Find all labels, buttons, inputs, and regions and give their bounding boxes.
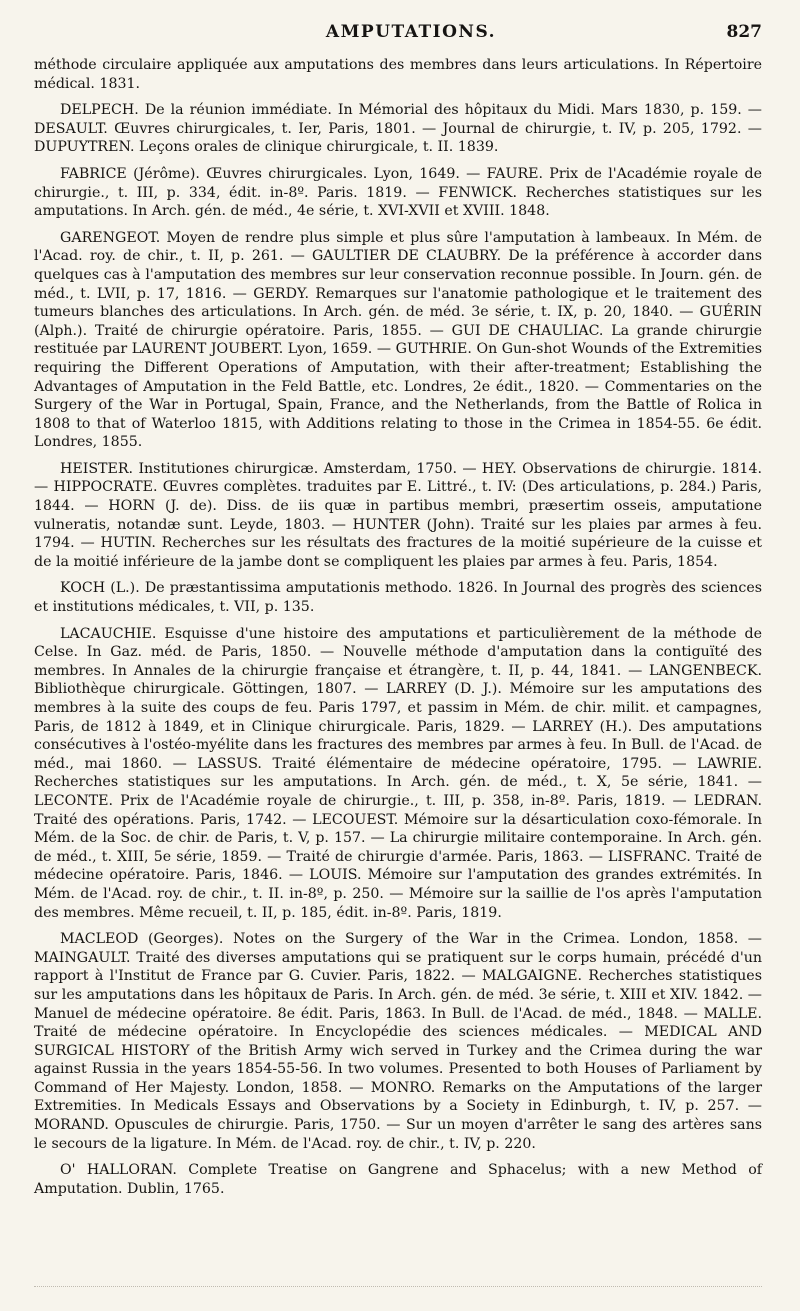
paragraph-l: LACAUCHIE. Esquisse d'une histoire des amputations et particulièrement de la méthode de Celse. In Gaz. méd. de Paris, 1850. — Nouvelle méthode d'amputation dans la contiguïté des membres. In Annales de la chirurgie française et étrangère, t. II, p. 44, 1841. — LANGENBECK. Bibliothèque chirurgicale. Göttingen, 1807. — LARREY (D. J.). Mémoire sur les amputations des membres à la suite des coups de feu. Paris 1797, et passim in Mém. de chir. milit. et campagnes, Paris, de 1812 à 1849, et in Clinique chirurgicale. Paris, 1829. — LARREY (H.). Des amputations consécutives à l'ostéo-myélite dans les fractures des membres par armes à feu. In Bull. de l'Acad. de méd., mai 1860. — LASSUS. Traité élémentaire de médecine opératoire, 1795. — LAWRIE. Recherches statistiques sur les amputations. In Arch. gén. de méd., t. X, 5e série, 1841. — LECONTE. Prix de l'Académie royale de chirurgie., t. III, p. 358, in-8º. Paris, 1819. — LEDRAN. Traité des opérations. Paris, 1742. — LECOUEST. Mémoire sur la désarticulation coxo-fémorale. In Mém. de la Soc. de chir. de Paris, t. V, p. 157. — La chirurgie militaire contemporaine. In Arch. gén. de méd., t. XIII, 5e série, 1859. — Traité de chirurgie d'armée. Paris, 1863. — LISFRANC. Traité de médecine opératoire. Paris, 1846. — LOUIS. Mémoire sur l'amputation des grandes extrémités. In Mém. de l'Acad. roy. de chir., t. II. in-8º, p. 250. — Mémoire sur la saillie de l'os après l'amputation des membres. Même recueil, t. II, p. 185, édit. in-8º. Paris, 1819. [34, 625, 762, 921]
running-header [60, 22, 762, 48]
paragraph-h: HEISTER. Institutiones chirurgicæ. Amsterdam, 1750. — HEY. Observations de chirurgie. 1814. — HIPPOCRATE. Œuvres complètes. traduites par E. Littré., t. IV: (Des articulations, p. 284.) Paris, 1844. — HORN (J. de). Diss. de iis quæ in partibus membri, præsertim osseis, amputatione vulneratis, notandæ sunt. Leyde, 1803. — HUNTER (John). Traité sur les plaies par armes à feu. 1794. — HUTIN. Recherches sur les résultats des fractures de la moitié supérieure de la cuisse et de la moitié inférieure de la jambe dont se compliquent les plaies par armes à feu. Paris, 1854. [34, 460, 762, 570]
paragraph-k: KOCH (L.). De præstantissima amputationis methodo. 1826. In Journal des progrès des sciences et institutions médicales, t. VII, p. 135. [34, 580, 762, 616]
paragraph-o: O' HALLORAN. Complete Treatise on Gangrene and Sphacelus; with a new Method of Amputation. Dublin, 1765. [34, 1162, 762, 1197]
paragraph-d: DELPECH. De la réunion immédiate. In Mémorial des hôpitaux du Midi. Mars 1830, p. 159. — DESAULT. Œuvres chirurgicales, t. Ier, Paris, 1801. — Journal de chirurgie, t. IV, p. 205, 1792. — DUPUYTREN. Leçons orales de clinique chirurgicale, t. II. 1839. [34, 102, 762, 156]
paragraph-f: FABRICE (Jérôme). Œuvres chirurgicales. Lyon, 1649. — FAURE. Prix de l'Académie royale de chirurgie., t. III, p. 334, édit. in-8º. Paris. 1819. — FENWICK. Recherches statistiques sur les amputations. In Arch. gén. de méd., 4e série, t. XVI-XVII et XVIII. 1848. [34, 165, 762, 220]
bibliography-body [34, 56, 762, 1206]
page-number: 827 [726, 22, 762, 42]
paragraph-m: MACLEOD (Georges). Notes on the Surgery of the War in the Crimea. London, 1858. — MAINGAULT. Traité des diverses amputations qui se pratiquent sur le corps humain, précédé d'un rapport à l'Institut de France par G. Cuvier. Paris, 1822. — MALGAIGNE. Recherches statistiques sur les amputations dans les hôpitaux de Paris. In Arch. gén. de méd. 3e série, t. XIII et XIV. 1842. — Manuel de médecine opératoire. 8e édit. Paris, 1863. In Bull. de l'Acad. de méd., 1848. — MALLE. Traité de médecine opératoire. In Encyclopédie des sciences médicales. — MEDICAL AND SURGICAL HISTORY of the British Army wich served in Turkey and the Crimea during the war against Russia in the years 1854-55-56. In two volumes. Presented to both Houses of Parliament by Command of Her Majesty. London, 1858. — MONRO. Remarks on the Amputations of the larger Extremities. In Medicals Essays and Observations by a Society in Edinburgh, t. IV, p. 257. — MORAND. Opuscules de chirurgie. Paris, 1750. — Sur un moyen d'arrêter le sang des artères sans le secours de la ligature. In Mém. de l'Acad. roy. de chir., t. IV, p. 220. [34, 931, 762, 1152]
page-title: AMPUTATIONS. [325, 22, 497, 42]
paragraph-continued: méthode circulaire appliquée aux amputations des membres dans leurs articulations. In Répertoire médical. 1831. [34, 57, 762, 92]
page-footer-rule [34, 1286, 762, 1293]
paragraph-g: GARENGEOT. Moyen de rendre plus simple et plus sûre l'amputation à lambeaux. In Mém. de l'Acad. roy. de chir., t. II, p. 261. — GAULTIER DE CLAUBRY. De la préférence à accorder dans quelques cas à l'amputation des membres sur leur conservation reconnue possible. In Journ. gén. de méd., t. LVII, p. 17, 1816. — GERDY. Remarques sur l'anatomie pathologique et le traitement des tumeurs blanches des articulations. In Arch. gén. de méd. 3e série, t. IX, p. 20, 1840. — GUÉRIN (Alph.). Traité de chirurgie opératoire. Paris, 1855. — GUI DE CHAULIAC. La grande chirurgie restituée par LAURENT JOUBERT. Lyon, 1659. — GUTHRIE. On Gun-shot Wounds of the Extremities requiring the Different Operations of Amputation, with their after-treatment; Establishing the Advantages of Amputation in the Feld Battle, etc. Londres, 2e édit., 1820. — Commentaries on the Surgery of the War in Portugal, Spain, France, and the Netherlands, from the Battle of Rolica in 1808 to that of Waterloo 1815, with Additions relating to those in the Crimea in 1854-55. 6e édit. Londres, 1855. [34, 229, 762, 451]
